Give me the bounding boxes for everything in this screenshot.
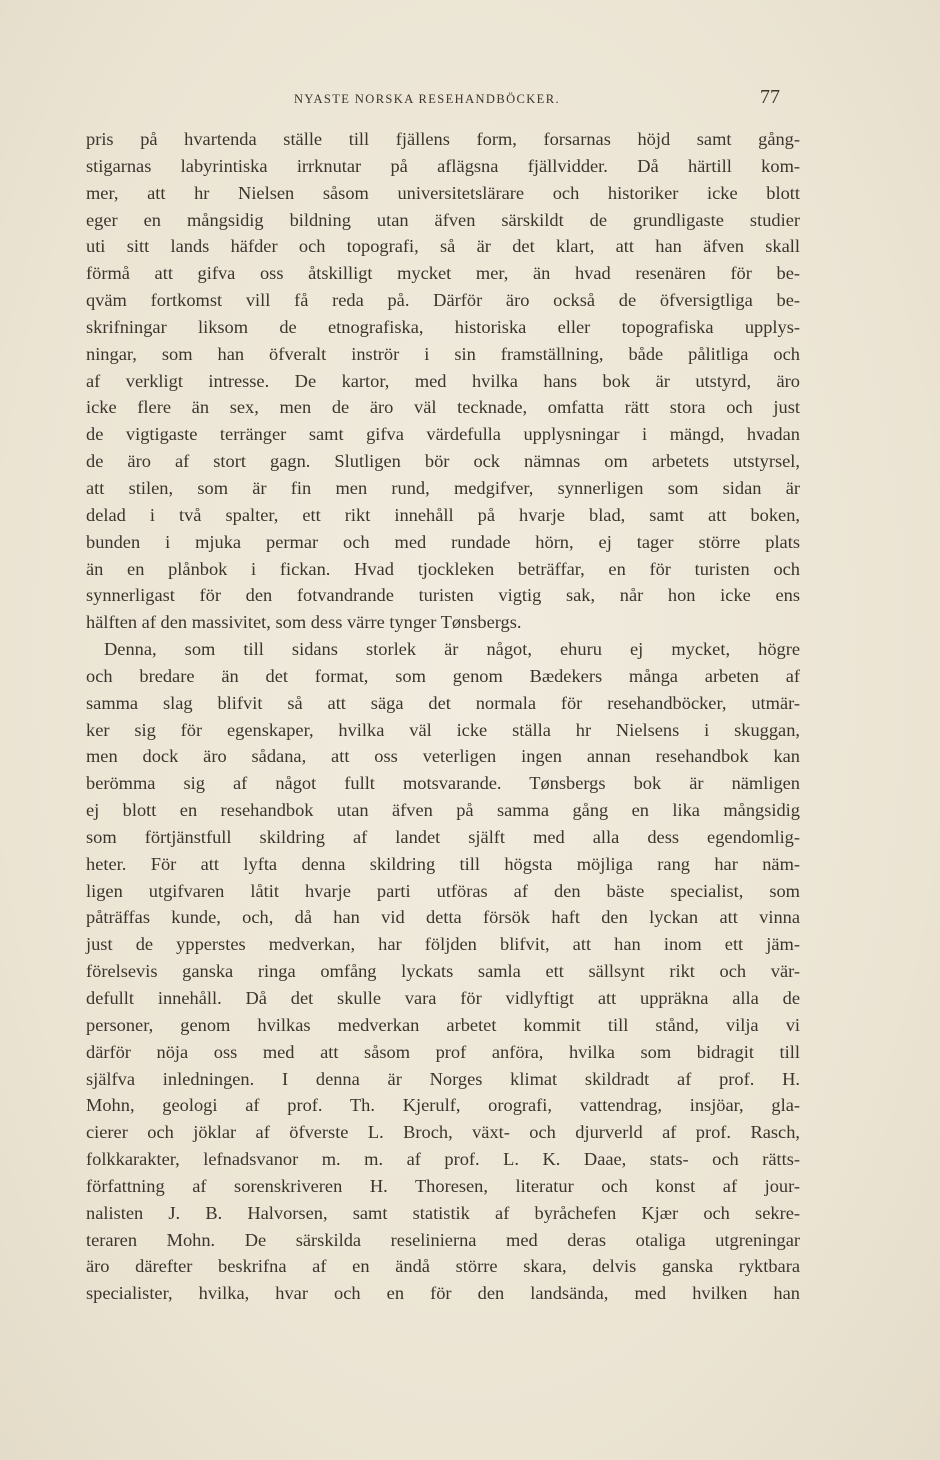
text-line: samma slag blifvit så att säga det normala för resehandböcker, utmär-: [86, 692, 800, 713]
text-line: förmå att gifva oss åtskilligt mycket mer, än hvad resenären för be-: [86, 263, 800, 284]
text-line: än en plånbok i fickan. Hvad tjockleken beträffar, en för turisten och: [86, 558, 800, 579]
text-line: specialister, hvilka, hvar och en för den landsända, med hvilken han: [86, 1283, 800, 1304]
text-line: ej blott en resehandbok utan äfven på samma gång en lika mångsidig: [86, 800, 800, 821]
text-line: eger en mångsidig bildning utan äfven särskildt de grundligaste studier: [86, 209, 800, 230]
text-line: mer, att hr Nielsen såsom universitetslärare och historiker icke blott: [86, 182, 800, 203]
text-line: bunden i mjuka permar och med rundade hörn, ej tager större plats: [86, 531, 800, 552]
text-line: ligen utgifvaren låtit hvarje parti utföras af den bäste specialist, som: [86, 880, 800, 901]
text-line: delad i två spalter, ett rikt innehåll på hvarje blad, samt att boken,: [86, 504, 800, 525]
text-line: som förtjänstfull skildring af landet själft med alla dess egendomlig-: [86, 826, 800, 847]
text-line: Mohn, geologi af prof. Th. Kjerulf, orografi, vattendrag, insjöar, gla-: [86, 1095, 800, 1116]
text-line: och bredare än det format, som genom Bædekers många arbeten af: [86, 665, 800, 686]
text-line: att stilen, som är fin men rund, medgifver, synnerligen som sidan är: [86, 477, 800, 498]
text-line: skrifningar liksom de etnografiska, historiska eller topografiska upplys-: [86, 316, 800, 337]
text-line: äro därefter beskrifna af en ändå större skara, delvis ganska ryktbara: [86, 1256, 800, 1277]
text-line: defullt innehåll. Då det skulle vara för vidlyftigt att uppräkna alla de: [86, 988, 800, 1008]
text-line: cierer och jöklar af öfverste L. Broch, växt- och djurverld af prof. Rasch,: [86, 1122, 800, 1143]
text-line: af verkligt intresse. De kartor, med hvilka hans bok är utstyrd, äro: [86, 370, 800, 391]
text-line: pris på hvartenda ställe till fjällens form, forsarnas höjd samt gång-: [86, 129, 800, 149]
running-title: NYASTE NORSKA RESEHANDBÖCKER.: [294, 92, 560, 106]
text-line: uti sitt lands häfder och topografi, så är det klart, att han äfven skall: [86, 236, 800, 257]
text-line: teraren Mohn. De särskilda reselinierna med deras otaliga utgreningar: [86, 1229, 800, 1250]
running-head: [86, 88, 780, 112]
text-line: folkkarakter, lefnadsvanor m. m. af prof. L. K. Daae, stats- och rätts-: [86, 1149, 800, 1170]
text-line: men dock äro sådana, att oss veterligen ingen annan resehandbok kan: [86, 746, 800, 767]
text-line: ningar, som han öfveralt inströr i sin framställning, både pålitliga och: [86, 343, 800, 364]
text-line: stigarnas labyrintiska irrknutar på aflägsna fjällvidder. Då härtill kom-: [86, 155, 800, 176]
text-line: ker sig för egenskaper, hvilka väl icke ställa hr Nielsens i skuggan,: [86, 719, 800, 740]
text-line: synnerligast för den fotvandrande turisten vigtig sak, når hon icke ens: [86, 585, 800, 606]
text-line: icke flere än sex, men de äro väl tecknade, omfatta rätt stora och just: [86, 397, 800, 418]
text-line: nalisten J. B. Halvorsen, samt statistik af byråchefen Kjær och sekre-: [86, 1202, 800, 1223]
page-number: 77: [760, 86, 780, 108]
text-line: just de ypperstes medverkan, har följden blifvit, att han inom ett jäm-: [86, 934, 800, 955]
text-line: påträffas kunde, och, då han vid detta försök haft den lyckan att vinna: [86, 907, 800, 928]
text-line: därför nöja oss med att såsom prof anföra, hvilka som bidragit till: [86, 1041, 800, 1062]
text-line: heter. För att lyfta denna skildring till högsta möjliga rang har näm-: [86, 853, 800, 874]
text-line: de vigtigaste terränger samt gifva värdefulla upplysningar i mängd, hvadan: [86, 424, 800, 445]
text-line: personer, genom hvilkas medverkan arbetet kommit till stånd, vilja vi: [86, 1014, 800, 1035]
text-line: Denna, som till sidans storlek är något, ehuru ej mycket, högre: [104, 639, 800, 660]
text-line: förelsevis ganska ringa omfång lyckats samla ett sällsynt rikt och vär-: [86, 961, 800, 982]
text-line: de äro af stort gagn. Slutligen bör ock nämnas om arbetets utstyrsel,: [86, 451, 800, 472]
text-line: själfva inledningen. I denna är Norges klimat skildradt af prof. H.: [86, 1068, 800, 1089]
text-line: författning af sorenskriveren H. Thoresen, literatur och konst af jour-: [86, 1175, 800, 1196]
text-line: hälften af den massivitet, som dess värre tynger Tønsbergs.: [86, 612, 522, 633]
body-text: [86, 126, 800, 1307]
text-line: qväm fortkomst vill få reda på. Därför äro också de öfversigtliga be-: [86, 290, 800, 311]
text-line: berömma sig af något fullt motsvarande. Tønsbergs bok är nämligen: [86, 773, 800, 794]
